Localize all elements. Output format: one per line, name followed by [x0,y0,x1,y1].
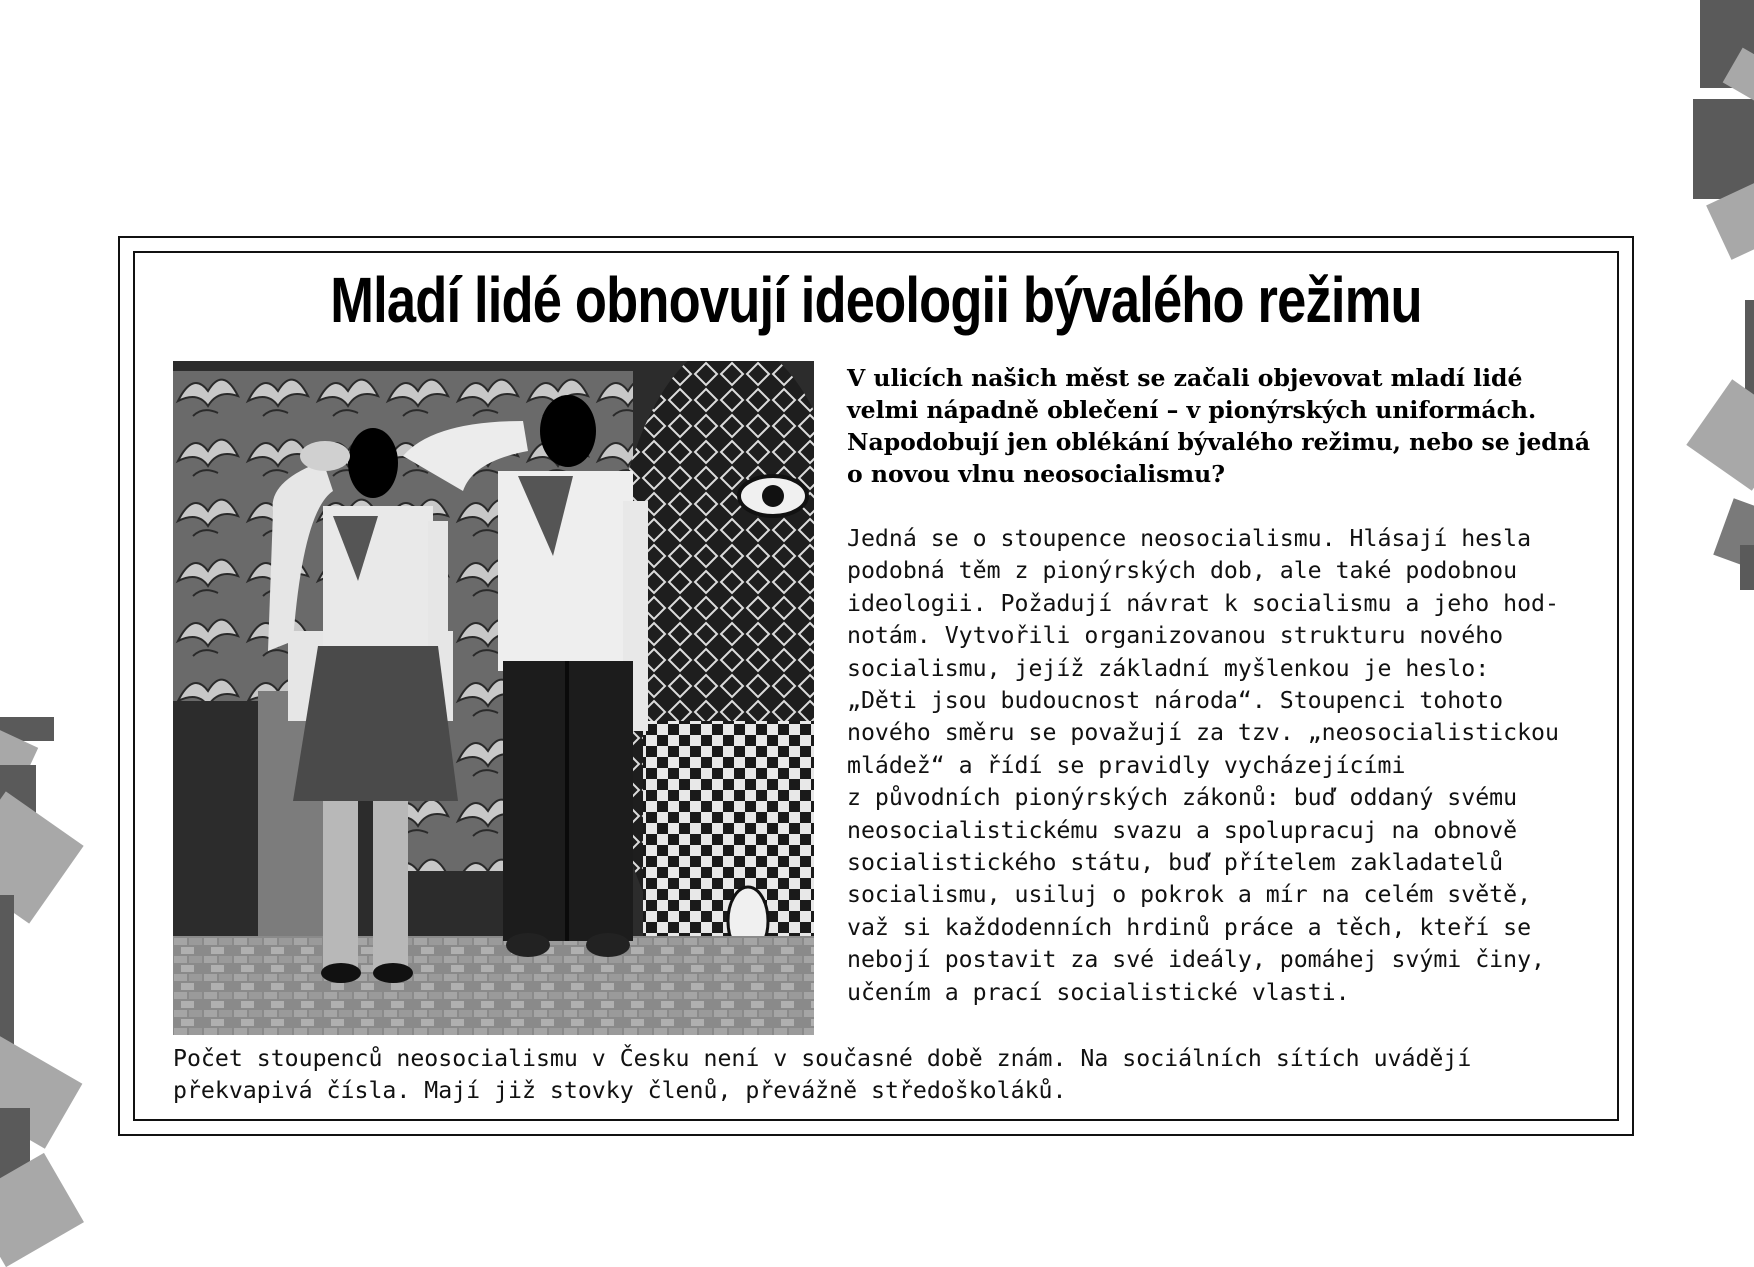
decor-square [0,895,14,1055]
article-photo [173,361,814,1035]
article-footer-paragraph: Počet stoupenců neosocialismu v Česku není v současné době znám. Na sociálních sítích uvádějí překvapivá čísla. Mají již stovky členů, převážně středoškoláků. [173,1045,1472,1105]
article-headline: Mladí lidé obnovují ideologii bývalého režimu [330,264,1422,336]
article-lead: V ulicích našich měst se začali objevovat mladí lidé velmi nápadně oblečení – v pionýrských uniformách. Napodobují jen oblékání bývalého režimu, nebo se jedná o novou vlnu neosocialismu? [847,364,1591,488]
decor-square [0,1153,84,1267]
decor-square [1686,379,1754,490]
decor-square [1740,545,1754,590]
article-body: Jedná se o stoupence neosocialismu. Hlásají hesla podobná těm z pionýrských dob, ale také podobnou ideologii. Požadují návrat k socialismu a jeho hod- notám. Vytvořili organizovanou strukturu nového socialismu, jejíž základní myšlenkou je heslo: „Děti jsou budoucnost národa“. Stoupenci tohoto nového směru se považují za tzv. „neosocialistickou mládež“ a řídí se pravidly vycházejícími z původních pionýrských zákonů: buď oddaný svému neosocialistickému svazu a spolupracuj na obnově socialistického státu, buď přítelem zakladatelů socialismu, usiluj o pokrok a mír na celém světě, važ si každodenních hrdinů práce a těch, kteří se nebojí postavit za své ideály, pomáhej svými činy, učením a prací socialistické vlasti. [847,525,1559,1006]
decor-square [1693,99,1754,199]
